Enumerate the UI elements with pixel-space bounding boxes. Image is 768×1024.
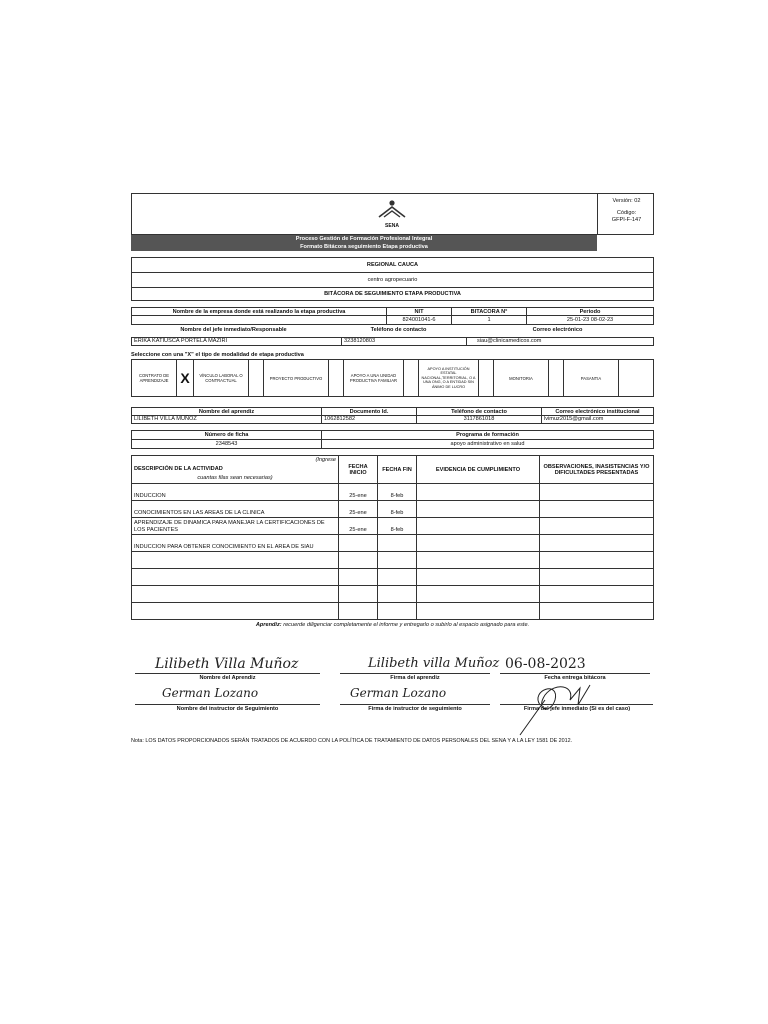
activity-evidence — [417, 552, 540, 569]
boss-signature-scribble — [500, 670, 620, 740]
boss-phone: 3238120803 — [342, 338, 467, 346]
boss-name: ERIKA KATIUSCA PORTELA MAZIRI — [132, 338, 342, 346]
bitacora-title: BITÁCORA DE SEGUIMIENTO ETAPA PRODUCTIVA — [132, 288, 654, 301]
date-label: Fecha entrega bitácora — [544, 675, 606, 681]
table-row — [132, 484, 654, 501]
modality-mark-unidad[interactable] — [404, 360, 419, 397]
modality-proyecto: PROYECTO PRODUCTIVO — [264, 360, 329, 397]
centro: centro agropecuario — [132, 273, 654, 288]
activity-observations — [540, 569, 654, 586]
company-table — [131, 307, 654, 325]
nit-label: NIT — [387, 308, 452, 316]
activity-desc — [132, 586, 339, 603]
delivery-date: 06-08-2023 — [505, 656, 586, 672]
activity-end — [378, 603, 417, 620]
period-value: 25-01-23 08-02-23 — [527, 316, 654, 325]
activity-desc — [132, 552, 339, 569]
program-value: apoyo administrativo en salud — [322, 440, 654, 449]
col-obs: OBSERVACIONES, INASISTENCIAS Y/O DIFICULTADES PRESENTADAS — [540, 456, 654, 484]
activity-start — [339, 569, 378, 586]
table-row — [132, 586, 654, 603]
activity-evidence — [417, 569, 540, 586]
activity-desc: INDUCCION PARA OBTENER CONOCIMIENTO EN EL AREA DE SIAU — [132, 535, 339, 552]
reminder — [131, 622, 654, 629]
col-desc-note2: cuantas filas sean necesarias) — [197, 475, 273, 481]
ficha-label: Número de ficha — [132, 431, 322, 440]
instructor-signature: German Lozano — [350, 686, 447, 700]
activities-table — [131, 455, 654, 620]
ficha-table — [131, 430, 654, 449]
modality-monitoria: MONITORIA — [494, 360, 549, 397]
activity-observations — [540, 603, 654, 620]
instructor-name-signature: German Lozano — [162, 686, 259, 700]
activity-start — [339, 603, 378, 620]
modality-institucion: APOYO A INSTITUCIÓN ESTATAL NACIONAL,TERRITORIAL, O A UNA ONG, O A ENTIDAD SIN ÁNIMO DE LUCRO — [419, 360, 479, 397]
boss-labels — [131, 327, 654, 337]
col-end: FECHA FIN — [378, 456, 417, 484]
activity-evidence — [417, 535, 540, 552]
activity-evidence — [417, 603, 540, 620]
apprentice-sig-label: Firma del aprendiz — [390, 675, 440, 681]
activity-end — [378, 586, 417, 603]
apprentice-email: lvimuz2015@gmail.com — [542, 416, 654, 424]
activity-start: 25-ene — [339, 484, 378, 501]
apprentice-phone: 3117861018 — [417, 416, 542, 424]
col-desc — [132, 456, 339, 484]
modality-mark-contrato[interactable]: X — [177, 360, 194, 397]
apprentice-email-label: Correo electrónico institucional — [542, 408, 654, 416]
bitacora-form — [131, 193, 654, 629]
col-start: FECHA INICIO — [339, 456, 378, 484]
activity-start: 25-ene — [339, 501, 378, 518]
sena-logo — [375, 199, 409, 225]
boss-sig-label: Firma del jefe inmediato (Si es del caso) — [523, 706, 631, 712]
apprentice-name-label-sig: Nombre del Aprendiz — [199, 675, 256, 681]
activity-observations — [540, 501, 654, 518]
activity-evidence — [417, 586, 540, 603]
activity-observations — [540, 552, 654, 569]
activity-start — [339, 552, 378, 569]
table-row — [132, 552, 654, 569]
company-label: Nombre de la empresa donde está realizando la etapa productiva — [132, 308, 387, 316]
activity-start — [339, 535, 378, 552]
activity-evidence — [417, 484, 540, 501]
activity-observations — [540, 535, 654, 552]
apprentice-signature: Lilibeth villa Muñoz — [368, 656, 500, 671]
table-row — [132, 535, 654, 552]
activity-desc: CONOCIMIENTOS EN LAS AREAS DE LA CLINICA — [132, 501, 339, 518]
period-label: Periodo — [527, 308, 654, 316]
version: Versión: 02 — [612, 198, 641, 204]
activities-body — [132, 484, 654, 620]
program-label: Programa de formación — [322, 431, 654, 440]
instructor-sig-label: Firma de instructor de seguimiento — [368, 706, 462, 712]
process-bar-line2: Formato Bitácora seguimiento Etapa productiva — [131, 243, 597, 251]
table-row — [132, 518, 654, 535]
activity-end: 8-feb — [378, 518, 417, 535]
activity-evidence — [417, 518, 540, 535]
activity-evidence — [417, 501, 540, 518]
bitacora-number: 1 — [452, 316, 527, 325]
activity-end: 8-feb — [378, 501, 417, 518]
version-box — [597, 193, 655, 235]
boss-table — [131, 337, 654, 346]
reminder-text: recuerde diligenciar completamente el informe y entregarlo o subirlo al espacio asignado para este. — [283, 622, 530, 628]
boss-email-label: Correo electrónico — [532, 327, 583, 333]
modality-mark-monitoria[interactable] — [549, 360, 564, 397]
process-bar-line1: Proceso Gestión de Formación Profesional Integral — [131, 235, 597, 243]
apprentice-doc-label: Documento Id. — [322, 408, 417, 416]
ficha-value: 2348543 — [132, 440, 322, 449]
regional-table — [131, 257, 654, 301]
code: GFPI-F-147 — [611, 217, 642, 223]
regional: REGIONAL CAUCA — [132, 258, 654, 273]
activity-end — [378, 535, 417, 552]
privacy-note: Nota: LOS DATOS PROPORCIONADOS SERÁN TRATADOS DE ACUERDO CON LA POLÍTICA DE TRATAMIENTO DE DATOS PERSONALES DEL SENA Y A LA LEY 1581 DE 2012. — [131, 738, 573, 744]
form-header — [131, 193, 654, 235]
modality-unidad: APOYO A UNA UNIDAD PRODUCTIVA FAMILIAR — [344, 360, 404, 397]
col-evidence: EVIDENCIA DE CUMPLIMIENTO — [417, 456, 540, 484]
logo-text: SENA — [385, 223, 399, 229]
activity-end — [378, 552, 417, 569]
boss-name-label: Nombre del jefe inmediato/Responsable — [180, 327, 287, 333]
apprentice-name: LILIBETH VILLA MUÑOZ — [132, 416, 322, 424]
apprentice-phone-label: Teléfono de contacto — [417, 408, 542, 416]
activity-observations — [540, 484, 654, 501]
activity-observations — [540, 586, 654, 603]
reminder-bold: Aprendiz: — [255, 622, 282, 628]
modality-pasantia: PASANTIA — [564, 360, 619, 397]
apprentice-table — [131, 407, 654, 424]
table-row — [132, 569, 654, 586]
modality-mark-institucion[interactable] — [479, 360, 494, 397]
activity-desc — [132, 569, 339, 586]
boss-email: siau@clinicamedicos.com — [467, 338, 654, 346]
nit-value: 824001041-6 — [387, 316, 452, 325]
activity-desc: INDUCCION — [132, 484, 339, 501]
modality-table — [131, 359, 654, 397]
modality-mark-vinculo[interactable] — [249, 360, 264, 397]
code-label: Código: — [616, 210, 637, 216]
col-desc-title: DESCRIPCIÓN DE LA ACTIVIDAD — [134, 466, 223, 472]
modality-contrato: CONTRATO DE APRENDIZAJE — [132, 360, 177, 397]
modality-mark-pasantia[interactable] — [619, 360, 654, 397]
modality-vinculo: VÍNCULO LABORAL O CONTRACTUAL — [194, 360, 249, 397]
apprentice-doc: 1062812582 — [322, 416, 417, 424]
table-row — [132, 603, 654, 620]
col-desc-note1: (Ingrese — [315, 457, 336, 463]
instructor-name-label: Nombre del instructor de Seguimiento — [176, 706, 279, 712]
activity-desc: APRENDIZAJE DE DINAMICA PARA MANEJAR LA CERTIFICACIONES DE LOS PACIENTES — [132, 518, 339, 535]
activity-start — [339, 586, 378, 603]
activity-desc — [132, 603, 339, 620]
boss-phone-label: Teléfono de contacto — [370, 327, 427, 333]
apprentice-name-signature: Lilibeth Villa Muñoz — [155, 656, 299, 672]
activity-observations — [540, 518, 654, 535]
table-row — [132, 501, 654, 518]
activity-start: 25-ene — [339, 518, 378, 535]
activity-end — [378, 569, 417, 586]
apprentice-name-label: Nombre del aprendiz — [132, 408, 322, 416]
modality-label: Seleccione con una "X" el tipo de modalidad de etapa productiva — [131, 352, 304, 358]
activity-end: 8-feb — [378, 484, 417, 501]
company-name — [132, 316, 387, 325]
bitacora-label: BITACORA N° — [452, 308, 527, 316]
modality-mark-proyecto[interactable] — [329, 360, 344, 397]
